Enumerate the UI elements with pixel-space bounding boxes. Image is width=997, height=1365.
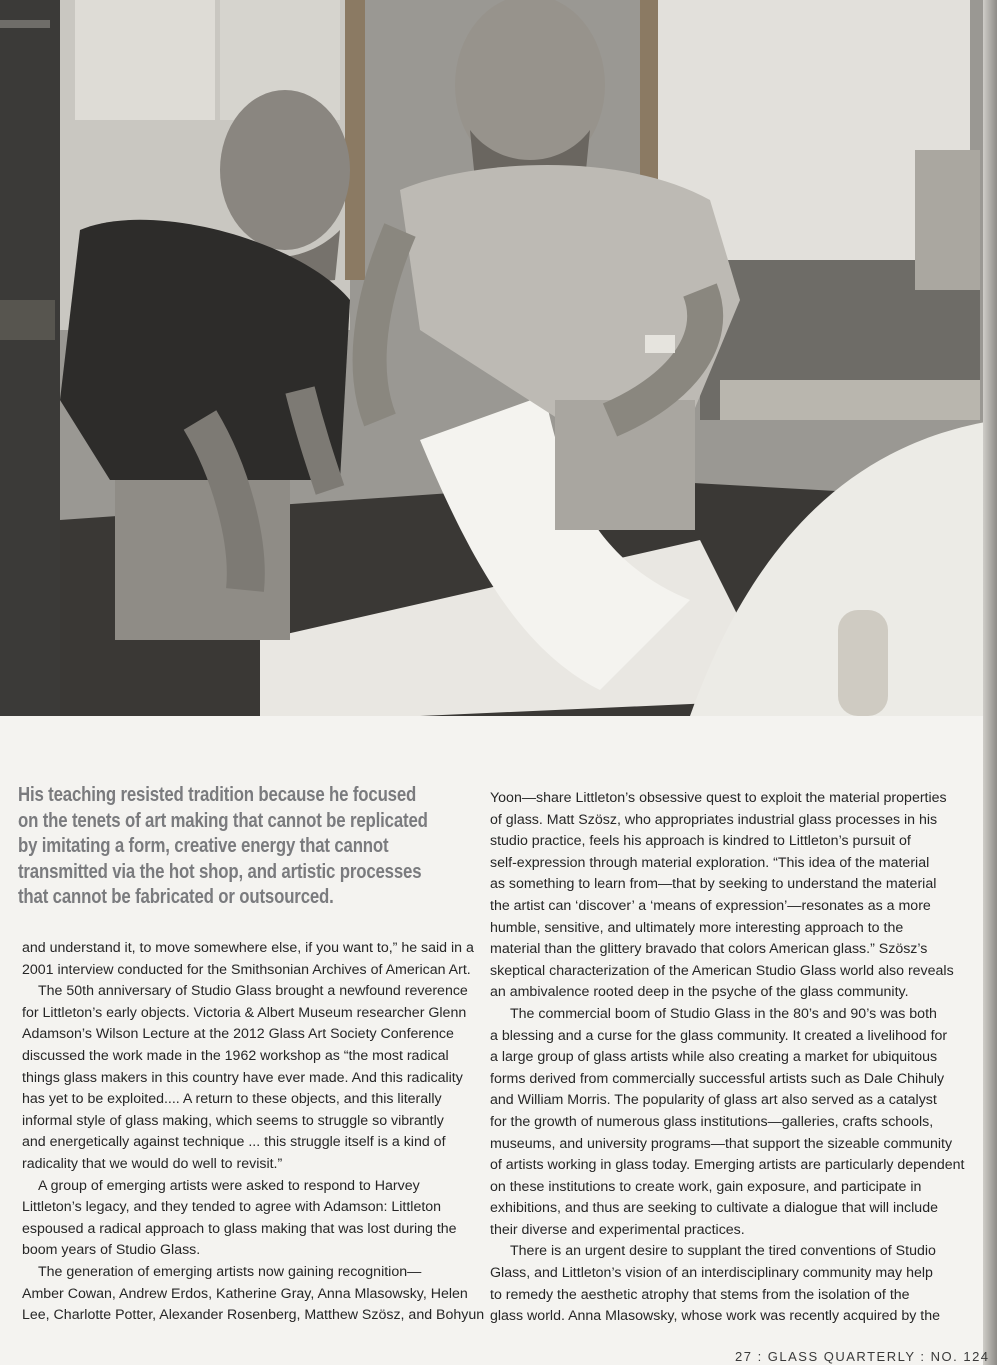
- paragraph: [490, 1004, 965, 1242]
- text-line: Amber Cowan, Andrew Erdos, Katherine Gray, Anna Mlasowsky, Helen: [22, 1285, 468, 1302]
- text-line: There is an urgent desire to supplant the tired conventions of Studio: [510, 1243, 936, 1260]
- text-line: for Littleton’s early objects. Victoria & Albert Museum researcher Glenn: [22, 1004, 467, 1021]
- paragraph: [22, 938, 474, 981]
- pull-quote-line: His teaching resisted tradition because he focused: [18, 783, 417, 806]
- text-line: things glass makers in this country have ever made. And this radicality: [22, 1069, 463, 1086]
- text-line: of artists working in glass today. Emerging artists are particularly dependent: [490, 1157, 965, 1174]
- text-line: Littleton’s legacy, and they tended to agree with Adamson: Littleton: [22, 1199, 442, 1216]
- text-line: self-expression through material exploration. “This idea of the material: [490, 854, 930, 871]
- text-line: of glass. Matt Szösz, who appropriates industrial glass processes in his: [490, 811, 938, 828]
- paragraph: [490, 788, 962, 1004]
- text-line: Glass, and Littleton’s vision of an interdisciplinary community may help: [490, 1265, 933, 1282]
- text-line: material than the glittery bravado that colors American glass.” Szösz’s: [490, 941, 928, 958]
- text-line: The generation of emerging artists now gaining recognition—: [38, 1263, 422, 1280]
- text-line: museums, and university programs—that support the sizeable community: [490, 1135, 953, 1152]
- text-line: as something to learn from—that by seeking to understand the material: [490, 876, 937, 893]
- body-text-left-column: [22, 938, 485, 1327]
- page-gutter-edge: [983, 0, 997, 1365]
- text-line: A group of emerging artists were asked to respond to Harvey: [38, 1177, 420, 1194]
- text-line: Lee, Charlotte Potter, Alexander Rosenberg, Matthew Szösz, and Bohyun: [22, 1307, 485, 1324]
- text-line: on these institutions to create work, gain exposure, and participate in: [490, 1178, 922, 1195]
- text-line: discussed the work made in the 1962 workshop as “the most radical: [22, 1047, 449, 1064]
- paragraph: [490, 1241, 962, 1327]
- text-line: Adamson’s Wilson Lecture at the 2012 Glass Art Society Conference: [22, 1026, 454, 1043]
- text-line: has yet to be exploited.... A return to these objects, and this literally: [22, 1091, 442, 1108]
- pull-quote-line: that cannot be fabricated or outsourced.: [18, 885, 334, 908]
- text-line: and understand it, to move somewhere else, if you want to,” he said in a: [22, 940, 474, 956]
- paragraph: [22, 1176, 470, 1262]
- text-line: studio practice, feels his approach is kindred to Littleton’s pursuit of: [490, 833, 911, 850]
- body-text-right-column: [490, 788, 965, 1328]
- text-line: skeptical characterization of the American Studio Glass world also reveals: [490, 962, 954, 979]
- pull-quote-line: on the tenets of art making that cannot be replicated: [18, 808, 428, 832]
- text-line: espoused a radical approach to glass making that was lost during the: [22, 1220, 457, 1237]
- text-line: a large group of glass artists while also creating a market for ubiquitous: [490, 1049, 938, 1066]
- text-line: The commercial boom of Studio Glass in the 80’s and 90’s was both: [510, 1005, 937, 1022]
- text-line: informal style of glass making, which seems to struggle so vibrantly: [22, 1112, 444, 1129]
- pull-quote-line: transmitted via the hot shop, and artistic processes: [18, 859, 422, 883]
- text-line: their diverse and experimental practices.: [490, 1221, 745, 1238]
- text-line: the artist can ‘discover’ a ‘means of expression’—resonates as a more: [490, 897, 931, 914]
- paragraph: [22, 981, 470, 1175]
- text-line: humble, sensitive, and ultimately more interesting approach to the: [490, 919, 904, 936]
- page-folio: 27 : GLASS QUARTERLY : NO. 124: [735, 1349, 990, 1364]
- text-line: 2001 interview conducted for the Smithsonian Archives of American Art.: [22, 961, 471, 978]
- text-line: and William Morris. The popularity of glass art also served as a catalyst: [490, 1092, 937, 1109]
- text-line: for the growth of numerous glass institutions—galleries, crafts schools,: [490, 1113, 934, 1130]
- text-line: an ambivalence rooted deep in the psyche of the glass community.: [490, 984, 909, 1001]
- text-line: forms derived from commercially successful artists such as Dale Chihuly: [490, 1070, 945, 1087]
- text-line: to remedy the aesthetic atrophy that stems from the isolation of the: [490, 1286, 910, 1303]
- text-line: a blessing and a curse for the glass community. It created a livelihood for: [490, 1027, 948, 1044]
- pull-quote: [18, 782, 461, 910]
- pull-quote-line: by imitating a form, creative energy that cannot: [18, 834, 389, 857]
- text-line: boom years of Studio Glass.: [22, 1242, 201, 1259]
- text-line: and energetically against technique ... this struggle itself is a kind of: [22, 1134, 446, 1151]
- text-line: radicality that we would do well to revisit.”: [22, 1155, 283, 1172]
- paragraph: [22, 1262, 485, 1327]
- text-line: Yoon—share Littleton’s obsessive quest to exploit the material properties: [490, 790, 947, 806]
- text-line: glass world. Anna Mlasowsky, whose work was recently acquired by the: [490, 1308, 940, 1325]
- text-line: exhibitions, and thus are seeking to cultivate a dialogue that will include: [490, 1200, 938, 1217]
- text-line: The 50th anniversary of Studio Glass brought a newfound reverence: [38, 983, 468, 1000]
